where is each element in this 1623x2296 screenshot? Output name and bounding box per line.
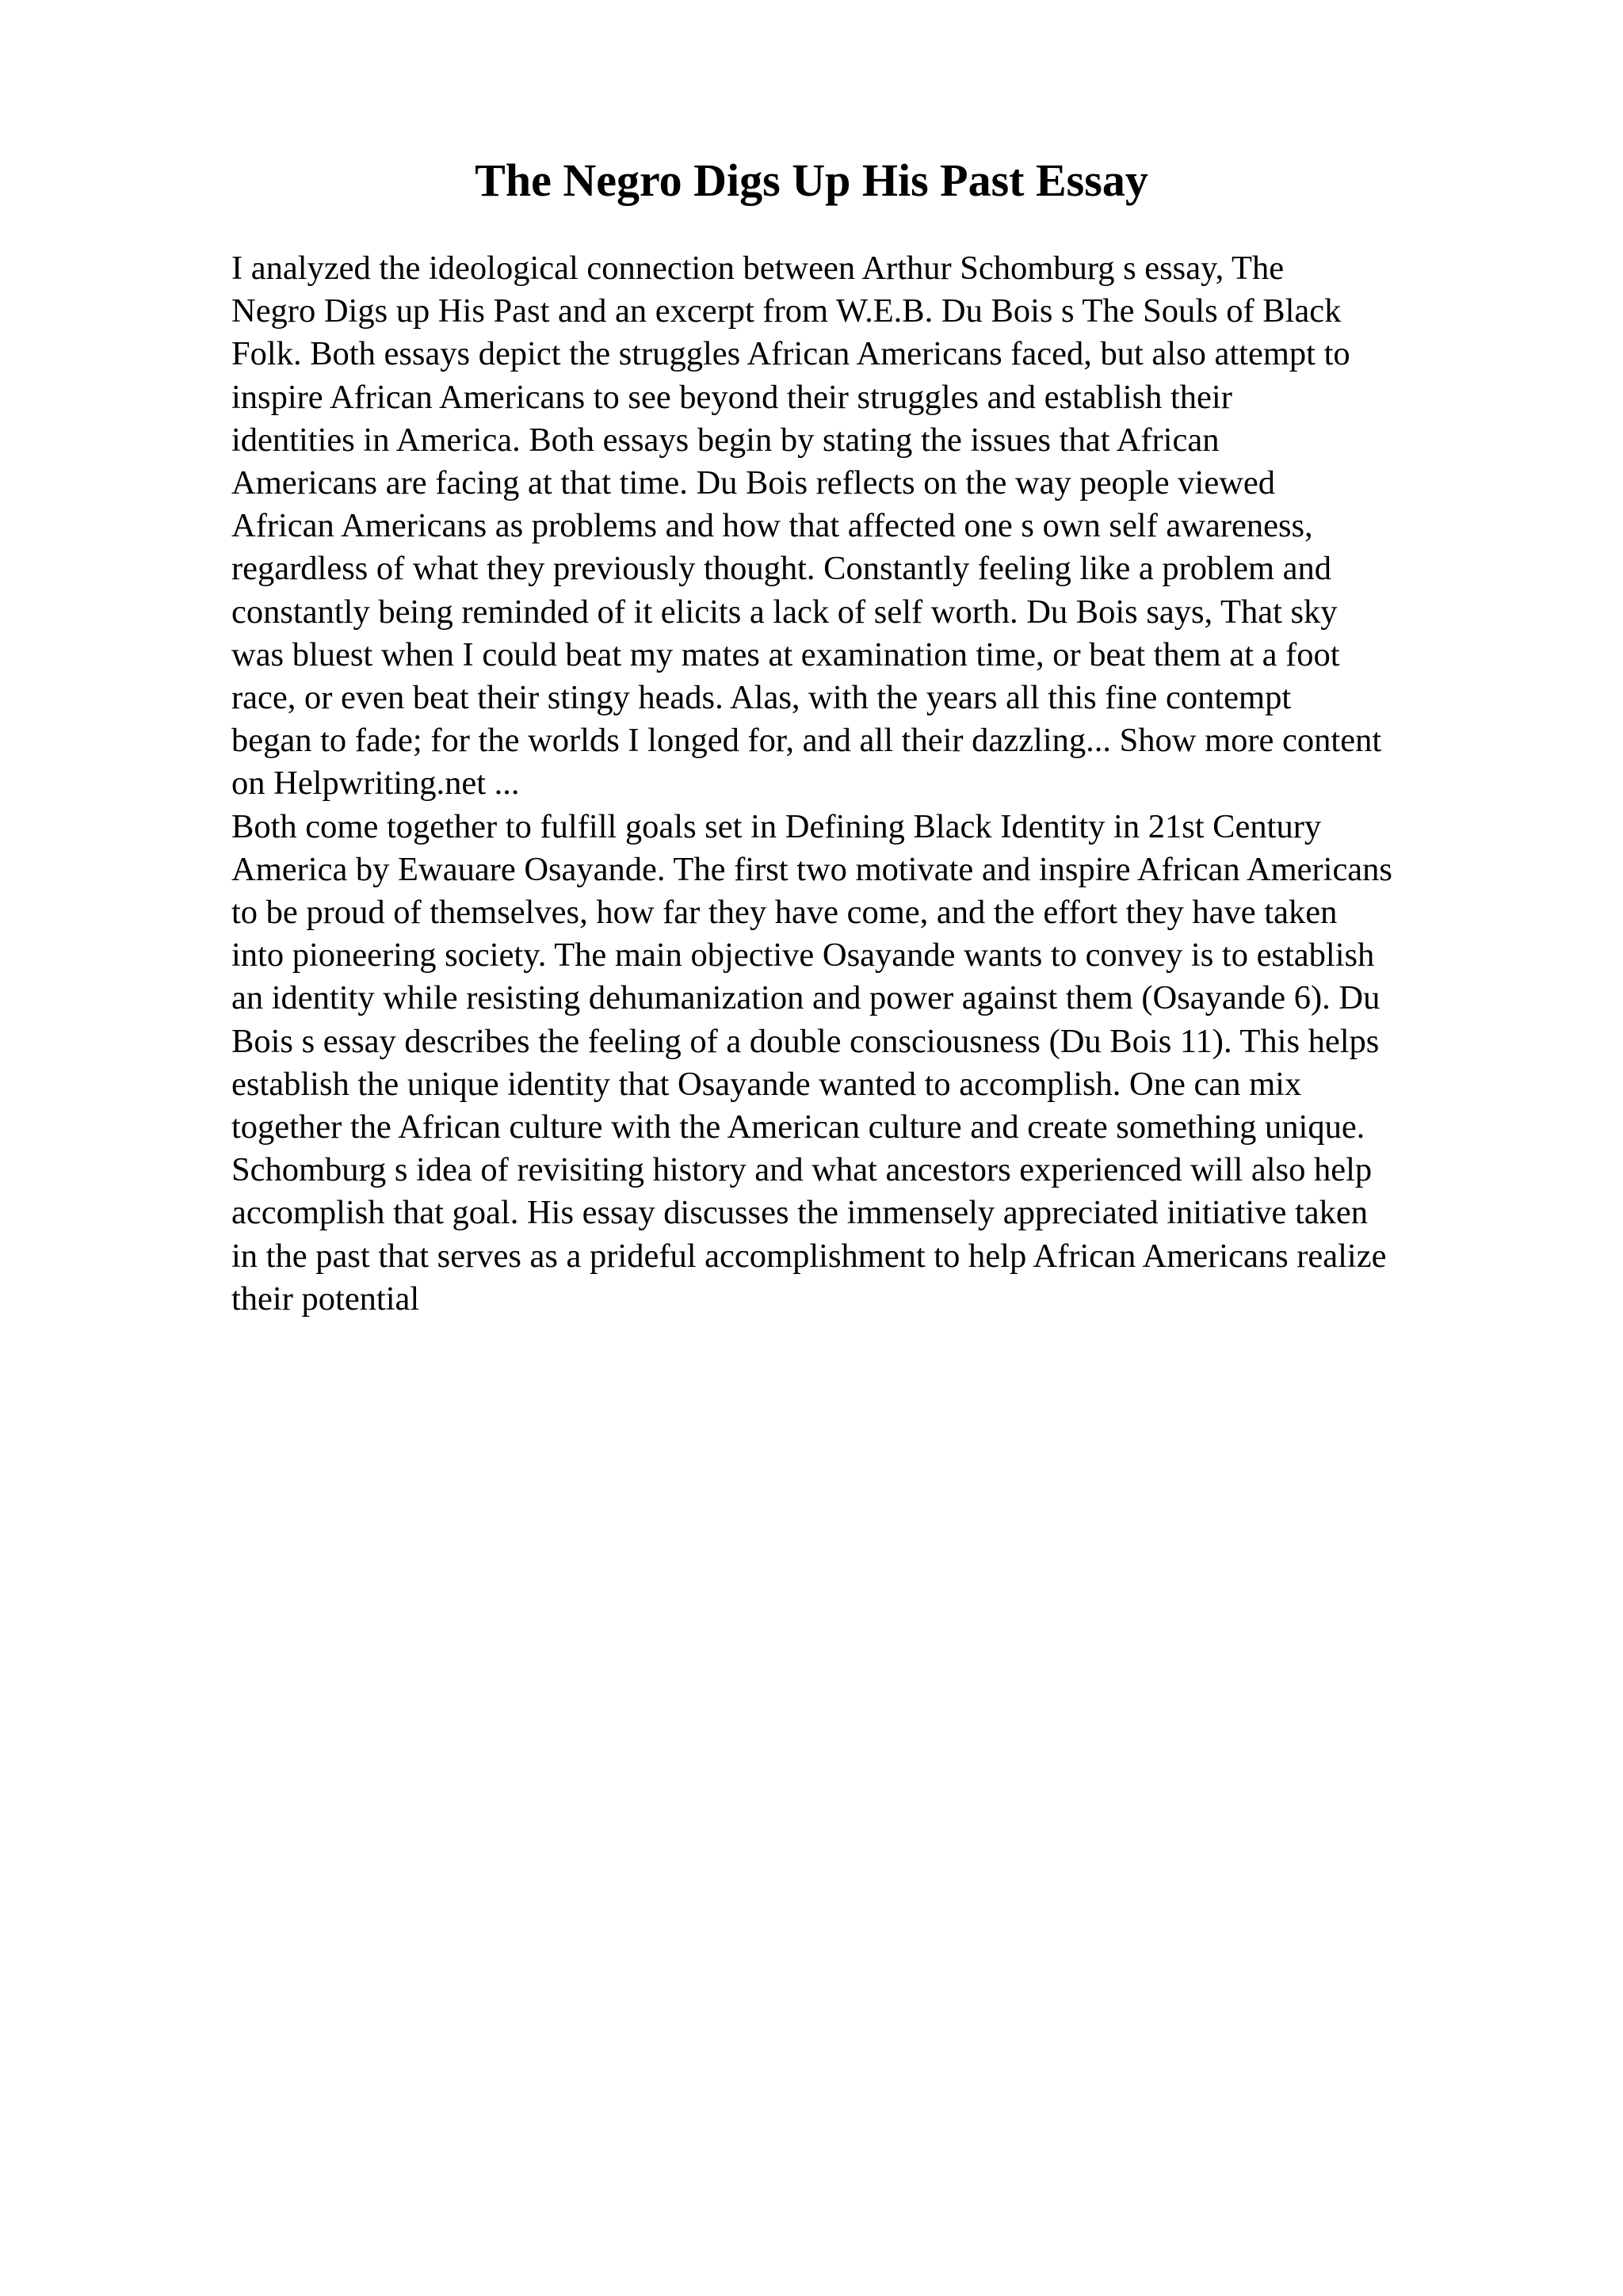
text-line: race, or even beat their stingy heads. Alas, with the years all this fine contempt (231, 679, 1292, 717)
text-line: I analyzed the ideological connection between Arthur Schomburg s essay, The (231, 250, 1285, 287)
text-line: Both come together to fulfill goals set in Defining Black Identity in 21st Century (231, 807, 1322, 845)
essay-body (231, 247, 1531, 1321)
text-line: their potential (231, 1280, 420, 1318)
text-line: began to fade; for the worlds I longed for, and all their dazzling... Show more content (231, 722, 1382, 760)
text-line: Bois s essay describes the feeling of a double consciousness (Du Bois 11). This helps (231, 1022, 1380, 1060)
text-line: Negro Digs up His Past and an excerpt from W.E.B. Du Bois s The Souls of Black (231, 292, 1342, 330)
text-line: on Helpwriting.net ... (231, 765, 520, 803)
text-line: Americans are facing at that time. Du Bois reflects on the way people viewed (231, 464, 1276, 502)
text-line: Folk. Both essays depict the struggles African Americans faced, but also attempt to (231, 335, 1350, 373)
text-line: into pioneering society. The main objective Osayande wants to convey is to establish (231, 936, 1375, 974)
text-line: African Americans as problems and how that affected one s own self awareness, (231, 507, 1313, 545)
text-line: to be proud of themselves, how far they have come, and the effort they have taken (231, 894, 1338, 932)
text-line: an identity while resisting dehumanization and power against them (Osayande 6). Du (231, 979, 1381, 1017)
text-line: in the past that serves as a prideful accomplishment to help African Americans realize (231, 1237, 1387, 1275)
text-line: Schomburg s idea of revisiting history and what ancestors experienced will also help (231, 1151, 1373, 1189)
text-line: regardless of what they previously thought. Constantly feeling like a problem and (231, 550, 1332, 588)
text-line: was bluest when I could beat my mates at examination time, or beat them at a foot (231, 635, 1340, 673)
text-line: identities in America. Both essays begin by stating the issues that African (231, 421, 1220, 459)
text-line: establish the unique identity that Osayande wanted to accomplish. One can mix (231, 1065, 1302, 1103)
page-title: The Negro Digs Up His Past Essay (475, 154, 1148, 206)
text-line: together the African culture with the American culture and create something unique. (231, 1108, 1365, 1146)
text-line: accomplish that goal. His essay discusses the immensely appreciated initiative taken (231, 1194, 1368, 1232)
text-line: constantly being reminded of it elicits a lack of self worth. Du Bois says, That sky (231, 593, 1338, 631)
text-line: inspire African Americans to see beyond their struggles and establish their (231, 378, 1232, 416)
text-line: America by Ewauare Osayande. The first two motivate and inspire African Americans (231, 850, 1392, 888)
